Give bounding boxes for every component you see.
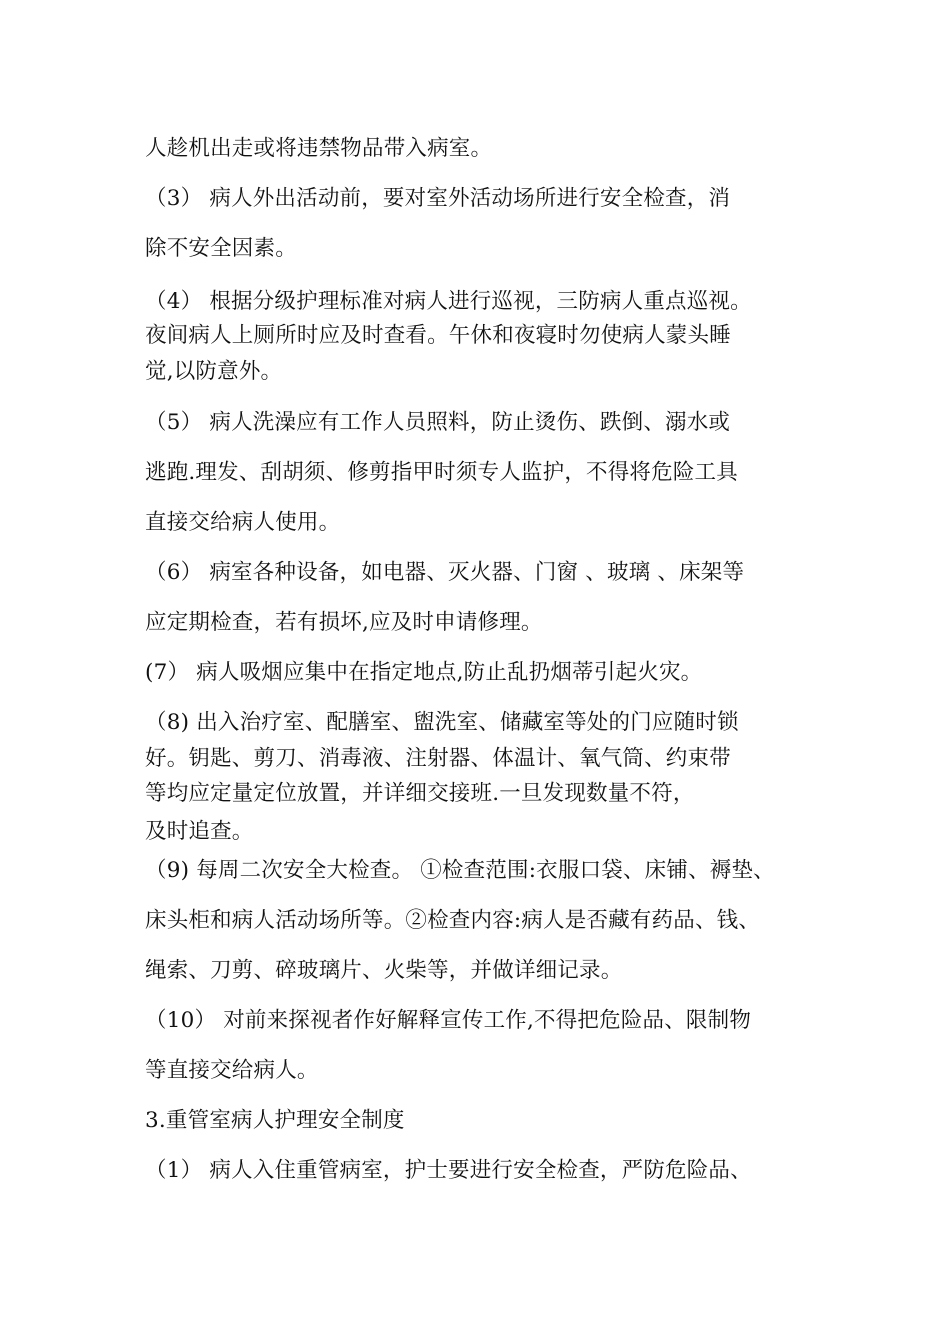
text-line: 及时追查。 [145, 819, 254, 844]
text-line: （8) 出入治疗室、配膳室、盥洗室、储藏室等处的门应随时锁 [145, 710, 739, 735]
text-line: 觉,以防意外。 [145, 359, 283, 384]
text-line: 直接交给病人使用。 [145, 510, 341, 535]
text-line: 床头柜和病人活动场所等。②检查内容:病人是否藏有药品、钱、 [145, 908, 761, 933]
text-line: 等直接交给病人。 [145, 1058, 319, 1083]
section-heading: 3.重管室病人护理安全制度 [145, 1108, 405, 1133]
text-line: 好。钥匙、剪刀、消毒液、注射器、体温计、氧气筒、约束带 [145, 746, 731, 771]
text-line: （4） 根据分级护理标准对病人进行巡视，三防病人重点巡视。 [145, 289, 752, 314]
text-line: 绳索、刀剪、碎玻璃片、火柴等，并做详细记录。 [145, 958, 623, 983]
text-line: 夜间病人上厕所时应及时查看。午休和夜寝时勿使病人蒙头睡 [145, 323, 731, 348]
text-line: 除不安全因素。 [145, 236, 297, 261]
text-line: (7） 病人吸烟应集中在指定地点,防止乱扔烟蒂引起火灾。 [145, 660, 703, 685]
text-line: 等均应定量定位放置，并详细交接班.一旦发现数量不符， [145, 781, 695, 806]
text-line: （6） 病室各种设备，如电器、灭火器、门窗 、玻璃 、床架等 [145, 560, 745, 585]
text-line: （10） 对前来探视者作好解释宣传工作,不得把危险品、限制物 [145, 1008, 752, 1033]
text-line: 人趁机出走或将违禁物品带入病室。 [145, 136, 493, 161]
text-line: 逃跑.理发、刮胡须、修剪指甲时须专人监护，不得将危险工具 [145, 460, 738, 485]
text-line: （3） 病人外出活动前，要对室外活动场所进行安全检查，消 [145, 186, 731, 211]
text-line: （9) 每周二次安全大检查。 ①检查范围:衣服口袋、床铺、褥垫、 [145, 858, 775, 883]
text-line: （5） 病人洗澡应有工作人员照料，防止烫伤、跌倒、溺水或 [145, 410, 731, 435]
text-line: （1） 病人入住重管病室，护士要进行安全检查，严防危险品、 [145, 1158, 752, 1183]
text-line: 应定期检查，若有损坏,应及时申请修理。 [145, 610, 543, 635]
